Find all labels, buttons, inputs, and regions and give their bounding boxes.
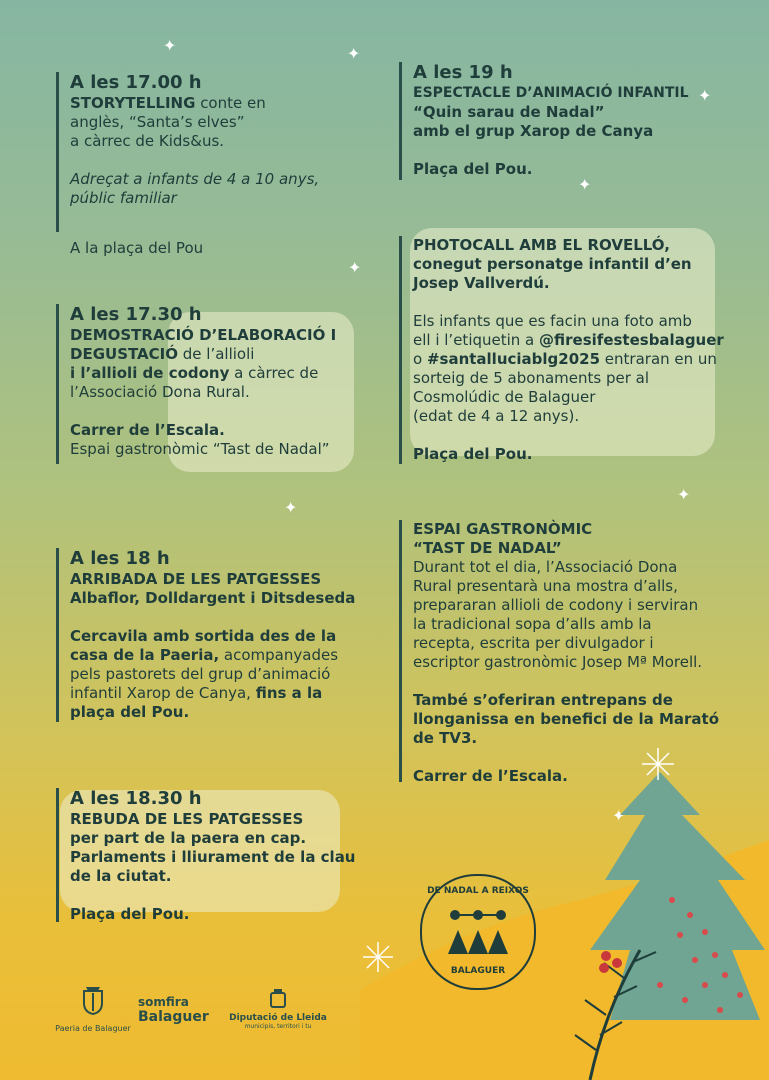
event-place: Plaça del Pou. xyxy=(413,445,533,463)
sparkle-icon: ✦ xyxy=(677,485,691,504)
event-text: anglès, “Santa’s elves” xyxy=(70,113,245,131)
event-title: “Quin sarau de Nadal” xyxy=(413,103,605,121)
diputacio-logo xyxy=(228,988,328,1030)
event-text: Cercavila amb sortida des de la xyxy=(70,627,337,645)
snowflake-icon xyxy=(642,748,674,780)
event-text: recepta, escrita per divulgador i xyxy=(413,634,654,652)
event-title: Albaflor, Dolldargent i Ditsdeseda xyxy=(70,589,356,607)
badge-peaks-icon xyxy=(448,924,508,954)
event-note: Adreçat a infants de 4 a 10 anys, xyxy=(70,170,320,188)
event-text: per part de la paera en cap. xyxy=(70,829,307,847)
event-text: de l’allioli xyxy=(178,345,255,363)
event-title: DEGUSTACIÓ xyxy=(70,345,179,363)
diputacio-label: Diputació de Lleida xyxy=(229,1013,327,1023)
badge-dots-icon xyxy=(450,910,506,920)
event-text: (edat de 4 a 12 anys). xyxy=(413,407,580,425)
paeria-label: Paeria de Balaguer xyxy=(55,1024,131,1033)
event-text: També s’oferiran entrepans de xyxy=(413,691,673,709)
event-time: A les 18 h xyxy=(70,548,170,569)
event-text: escriptor gastronòmic Josep Mª Morell. xyxy=(413,653,703,671)
diputacio-emblem-icon xyxy=(270,988,286,1010)
event-time: A les 17.00 h xyxy=(70,72,202,93)
sparkle-icon: ✦ xyxy=(284,498,298,517)
hashtag: #santalluciablg2025 xyxy=(426,350,601,368)
event-text: pels pastorets del grup d’animació xyxy=(70,665,331,683)
event-title: ARRIBADA DE LES PATGESSES xyxy=(70,570,322,588)
event-text: a càrrec de Kids&us. xyxy=(70,132,225,150)
event-title: DEMOSTRACIÓ D’ELABORACIÓ I xyxy=(70,326,337,344)
event-text: casa de la Paeria, xyxy=(70,646,220,664)
sparkle-icon: ✦ xyxy=(348,258,362,277)
snowflake-icon xyxy=(363,942,393,972)
somfira-balaguer-text: Balaguer xyxy=(138,1009,209,1025)
event-title: STORYTELLING xyxy=(70,94,196,112)
event-text: Durant tot el dia, l’Associació Dona xyxy=(413,558,678,576)
event-text: Parlaments i lliurament de la clau xyxy=(70,848,356,866)
event-place: Plaça del Pou. xyxy=(413,160,533,178)
sparkle-icon: ✦ xyxy=(612,806,626,825)
event-title: REBUDA DE LES PATGESSES xyxy=(70,810,304,828)
event-text: conte en xyxy=(195,94,266,112)
event-text: de TV3. xyxy=(413,729,478,747)
sparkle-icon: ✦ xyxy=(163,36,177,55)
badge-top-text: DE NADAL A REIXOS xyxy=(427,886,529,896)
event-text: infantil Xarop de Canya, xyxy=(70,684,256,702)
coat-of-arms-icon xyxy=(82,985,104,1015)
somfira-logo xyxy=(138,996,218,1025)
event-time: A les 18.30 h xyxy=(70,788,202,809)
sparkle-icon: ✦ xyxy=(347,44,361,63)
event-text: de la ciutat. xyxy=(70,867,172,885)
event-text: la tradicional sopa d’alls amb la xyxy=(413,615,652,633)
event-title: i l’allioli de codony xyxy=(70,364,230,382)
diputacio-sub: municipis, territori i tu xyxy=(244,1023,312,1030)
badge-bottom-text: BALAGUER xyxy=(450,966,506,976)
event-text: sorteig de 5 abonaments per al xyxy=(413,369,650,387)
sparkle-icon: ✦ xyxy=(698,86,712,105)
social-handle: @firesifestesbalaguer xyxy=(539,331,724,349)
event-text: ell i l’etiquetin a xyxy=(413,331,540,349)
event-place: Plaça del Pou. xyxy=(70,905,190,923)
event-text: fins a la xyxy=(255,684,323,702)
paeria-logo xyxy=(55,985,131,1033)
event-text: o xyxy=(413,350,427,368)
event-note: públic familiar xyxy=(70,189,177,207)
event-time: A les 17.30 h xyxy=(70,304,202,325)
de-nadal-a-reixos-badge xyxy=(420,874,536,990)
somfira-text: somfira xyxy=(138,995,189,1009)
event-text: l’Associació Dona Rural. xyxy=(70,383,250,401)
event-place: Espai gastronòmic “Tast de Nadal” xyxy=(70,440,330,458)
event-time: A les 19 h xyxy=(413,62,513,83)
event-text: llonganissa en benefici de la Marató xyxy=(413,710,720,728)
event-text: amb el grup Xarop de Canya xyxy=(413,122,654,140)
event-title: Josep Vallverdú. xyxy=(413,274,550,292)
event-text: plaça del Pou. xyxy=(70,703,190,721)
event-title: conegut personatge infantil d’en xyxy=(413,255,692,273)
event-text: acompanyades xyxy=(219,646,339,664)
event-title: PHOTOCALL AMB EL ROVELLÓ, xyxy=(413,236,670,254)
event-title: “TAST DE NADAL” xyxy=(413,539,562,557)
event-title: ESPECTACLE D’ANIMACIÓ INFANTIL xyxy=(413,85,689,101)
event-place: Carrer de l’Escala. xyxy=(413,767,568,785)
event-text: Els infants que es facin una foto amb xyxy=(413,312,692,330)
event-text: Cosmolúdic de Balaguer xyxy=(413,388,596,406)
event-text: a càrrec de xyxy=(229,364,319,382)
event-text: entraran en un xyxy=(600,350,717,368)
event-text: Rural presentarà una mostra d’alls, xyxy=(413,577,678,595)
event-text: prepararan allioli de codony i serviran xyxy=(413,596,699,614)
event-place: A la plaça del Pou xyxy=(70,239,204,257)
event-place: Carrer de l’Escala. xyxy=(70,421,225,439)
sparkle-icon: ✦ xyxy=(578,175,592,194)
event-title: ESPAI GASTRONÒMIC xyxy=(413,520,593,538)
